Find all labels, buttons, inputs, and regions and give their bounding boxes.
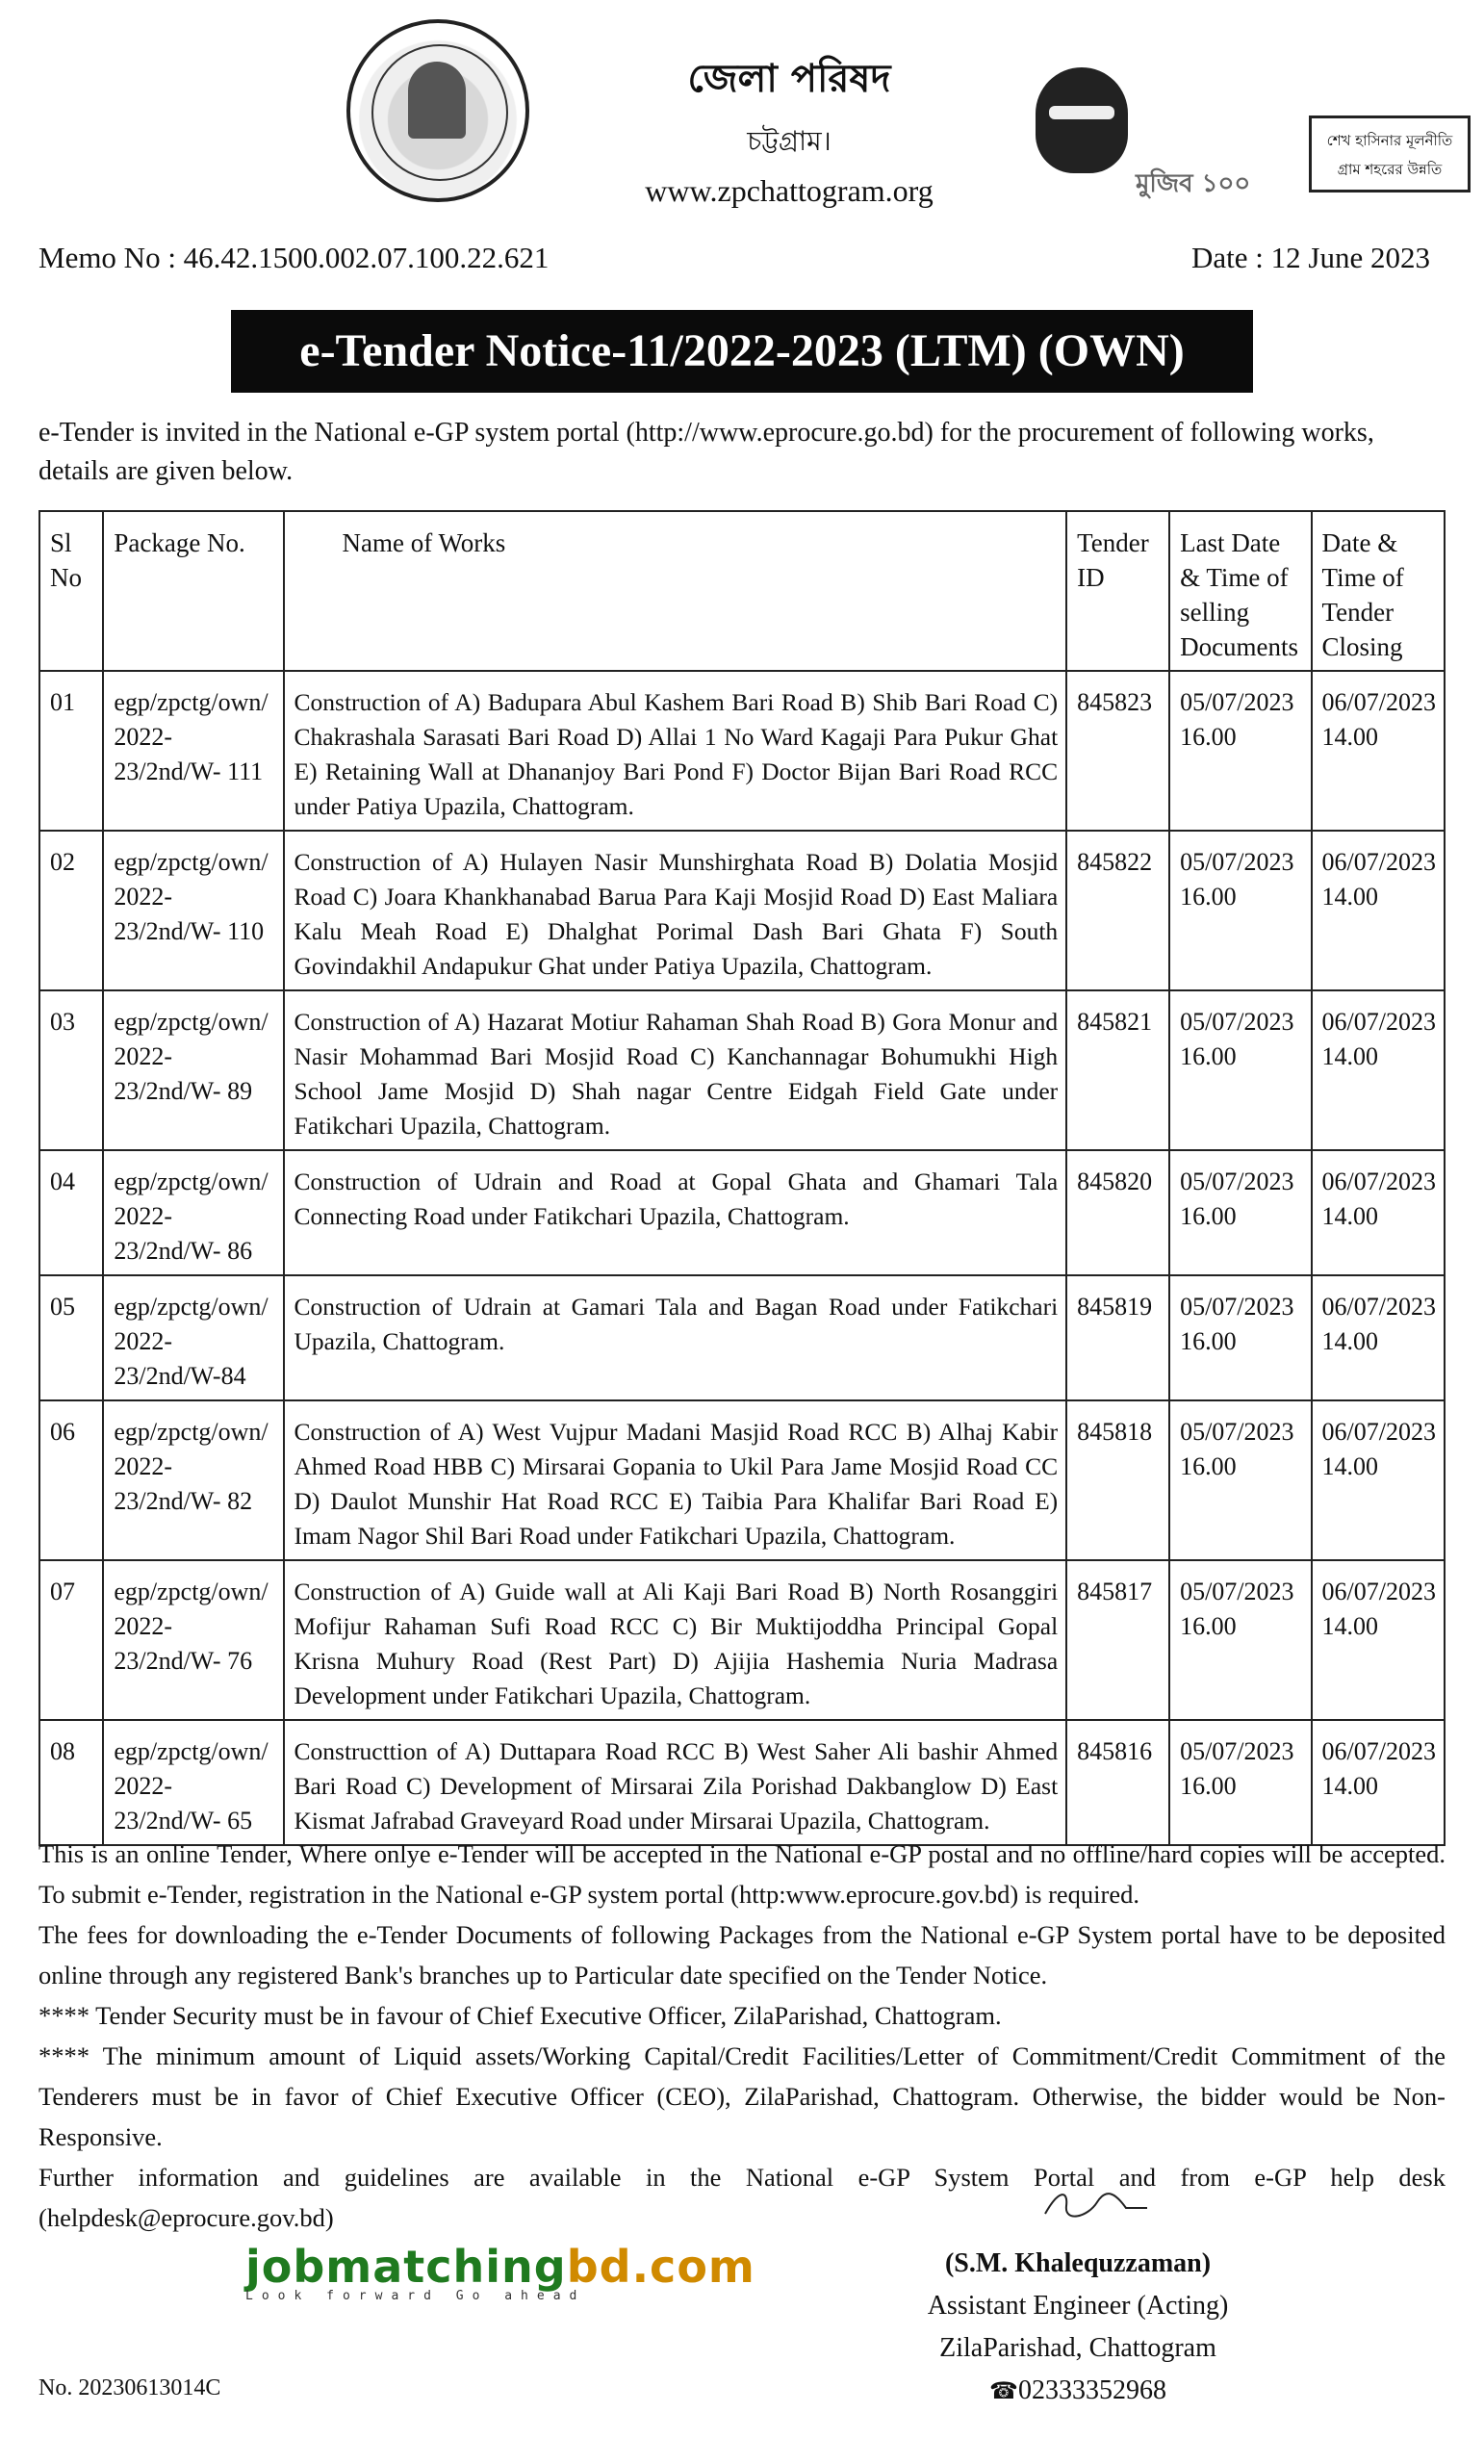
row-tender-id: 845823 xyxy=(1066,671,1169,831)
table-row xyxy=(39,1560,1445,1720)
row-tender-id: 845817 xyxy=(1066,1560,1169,1720)
mujib-100-logo: মুজিব ১০০ xyxy=(1136,169,1251,198)
org-city: চট্টগ্রাম। xyxy=(747,125,832,157)
row-closing: 06/07/2023 14.00 xyxy=(1312,1720,1445,1845)
tender-notes xyxy=(38,1834,1446,2238)
header-package: Package No. xyxy=(103,511,283,671)
org-website: www.zpchattogram.org xyxy=(645,173,934,208)
row-last-date: 05/07/2023 16.00 xyxy=(1169,671,1311,831)
row-package: egp/zpctg/own/ 2022-23/2nd/W-84 xyxy=(103,1275,283,1400)
row-tender-id: 845822 xyxy=(1066,831,1169,990)
reference-number: No. 20230613014C xyxy=(38,2375,221,2400)
row-package: egp/zpctg/own/ 2022-23/2nd/W- 89 xyxy=(103,990,283,1150)
table-row xyxy=(39,671,1445,831)
note-fees: The fees for downloading the e-Tender Documents of following Packages from the National e-GP System portal have to be deposited online through any registered Bank's branches up to Particular date specified on the Tender Notice. xyxy=(38,1920,1446,1989)
row-closing: 06/07/2023 14.00 xyxy=(1312,1275,1445,1400)
row-closing: 06/07/2023 14.00 xyxy=(1312,1150,1445,1275)
brand-tagline: Look forward Go ahead xyxy=(245,2289,586,2303)
org-name: জেলা পরিষদ xyxy=(687,57,891,101)
motto-box xyxy=(1309,116,1471,192)
row-sl: 06 xyxy=(39,1400,103,1560)
row-closing: 06/07/2023 14.00 xyxy=(1312,671,1445,831)
row-package: egp/zpctg/own/ 2022-23/2nd/W- 76 xyxy=(103,1560,283,1720)
row-sl: 07 xyxy=(39,1560,103,1720)
row-last-date: 05/07/2023 16.00 xyxy=(1169,1400,1311,1560)
row-closing: 06/07/2023 14.00 xyxy=(1312,1560,1445,1720)
row-works: Construction of A) Hazarat Motiur Rahaman Shah Road B) Gora Monur and Nasir Mohammad Bari Mosjid Road C) Kanchannagar Bohumukhi High School Jame Mosjid D) Shah nagar Centre Eidgah Field Gate under Fatikchari Upazila, Chattogram. xyxy=(284,990,1067,1150)
note-further-info: Further information and guidelines are available in the National e-GP System Portal and from e-GP help desk (helpdesk@eprocure.gov.bd) xyxy=(38,2163,1446,2232)
row-last-date: 05/07/2023 16.00 xyxy=(1169,1560,1311,1720)
table-row xyxy=(39,1400,1445,1560)
row-sl: 03 xyxy=(39,990,103,1150)
row-last-date: 05/07/2023 16.00 xyxy=(1169,831,1311,990)
signatory-office: ZilaParishad, Chattogram xyxy=(939,2333,1216,2363)
row-last-date: 05/07/2023 16.00 xyxy=(1169,1150,1311,1275)
row-tender-id: 845819 xyxy=(1066,1275,1169,1400)
signatory-phone-line xyxy=(885,2370,1270,2412)
table-row xyxy=(39,1720,1445,1845)
header-tender-id: Tender ID xyxy=(1066,511,1169,671)
row-sl: 08 xyxy=(39,1720,103,1845)
header-closing: Date & Time of Tender Closing xyxy=(1312,511,1445,671)
table-row xyxy=(39,831,1445,990)
row-package: egp/zpctg/own/ 2022-23/2nd/W- 110 xyxy=(103,831,283,990)
row-package: egp/zpctg/own/ 2022-23/2nd/W- 65 xyxy=(103,1720,283,1845)
memo-number: Memo No : 46.42.1500.002.07.100.22.621 xyxy=(38,241,550,274)
motto-line-2: গ্রাম শহরের উন্নতি xyxy=(1337,161,1443,178)
row-tender-id: 845818 xyxy=(1066,1400,1169,1560)
row-closing: 06/07/2023 14.00 xyxy=(1312,831,1445,990)
row-works: Construction of A) Badupara Abul Kashem Bari Road B) Shib Bari Road C) Chakrashala Sarasati Bari Road D) Allai 1 No Ward Kagaji Para Pukur Ghat E) Retaining Wall at Dhananjoy Bari Pond F) Doctor Bijan Bari Road RCC under Patiya Upazila, Chattogram. xyxy=(284,671,1067,831)
phone-icon: ☎ xyxy=(989,2377,1018,2404)
row-sl: 01 xyxy=(39,671,103,831)
row-tender-id: 845821 xyxy=(1066,990,1169,1150)
table-row xyxy=(39,1275,1445,1400)
row-last-date: 05/07/2023 16.00 xyxy=(1169,1720,1311,1845)
row-closing: 06/07/2023 14.00 xyxy=(1312,1400,1445,1560)
zila-parishad-logo xyxy=(346,19,529,202)
signatory-block xyxy=(885,2243,1270,2412)
row-sl: 04 xyxy=(39,1150,103,1275)
row-package: egp/zpctg/own/ 2022-23/2nd/W- 86 xyxy=(103,1150,283,1275)
jobmatchingbd-watermark xyxy=(245,2241,765,2303)
brand-part-1: jobmatching xyxy=(245,2241,567,2293)
row-sl: 05 xyxy=(39,1275,103,1400)
notice-date: Date : 12 June 2023 xyxy=(1191,241,1430,274)
handwritten-signature xyxy=(1039,2185,1155,2223)
row-sl: 02 xyxy=(39,831,103,990)
signatory-designation: Assistant Engineer (Acting) xyxy=(927,2291,1229,2321)
row-package: egp/zpctg/own/ 2022-23/2nd/W- 111 xyxy=(103,671,283,831)
row-works: Constructtion of A) Duttapara Road RCC B) West Saher Ali bashir Ahmed Bari Road C) Development of Mirsarai Zila Porishad Dakbanglow D) East Kismat Jafrabad Graveyard Road under Mirsarai Upazila, Chattogram. xyxy=(284,1720,1067,1845)
organization-block xyxy=(587,48,991,209)
intro-text: e-Tender is invited in the National e-GP system portal (http://www.eprocure.go.bd) for the procurement of following works, details are given below. xyxy=(38,418,1374,486)
note-tender-security: **** Tender Security must be in favour of Chief Executive Officer, ZilaParishad, Chattogram. xyxy=(38,2001,1002,2030)
letterhead xyxy=(38,19,1453,221)
note-online-tender: This is an online Tender, Where onlye e-Tender will be accepted in the National e-GP postal and no offline/hard copies will be accepted. To submit e-Tender, registration in the National e-GP system portal (http:www.eprocure.gov.bd) is required. xyxy=(38,1839,1446,1909)
note-liquid-assets: **** The minimum amount of Liquid assets/Working Capital/Credit Facilities/Letter of Commitment/Credit Commitment of the Tenderers must be in favor of Chief Executive Officer (CEO), ZilaParishad, Chattogram. Otherwise, the bidder would be Non-Responsive. xyxy=(38,2041,1446,2151)
notice-title: e-Tender Notice-11/2022-2023 (LTM) (OWN) xyxy=(231,310,1253,393)
row-works: Construction of A) Hulayen Nasir Munshirghata Road B) Dolatia Mosjid Road C) Joara Khankhanabad Barua Para Kaji Mosjid Road D) East Maliara Kalu Meah Road E) Dhalghat Porimal Dash Bari Ghata F) South Govindakhil Andapukur Ghat under Patiya Upazila, Chattogram. xyxy=(284,831,1067,990)
table-header-row xyxy=(39,511,1445,671)
header-sl: Sl No xyxy=(39,511,103,671)
row-package: egp/zpctg/own/ 2022-23/2nd/W- 82 xyxy=(103,1400,283,1560)
tender-table xyxy=(38,510,1446,1846)
table-row xyxy=(39,1150,1445,1275)
signatory-phone: 02333352968 xyxy=(1017,2375,1166,2405)
signatory-name: (S.M. Khalequzzaman) xyxy=(944,2248,1212,2278)
row-tender-id: 845816 xyxy=(1066,1720,1169,1845)
header-last-date: Last Date & Time of selling Documents xyxy=(1169,511,1311,671)
row-works: Construction of Udrain at Gamari Tala and Bagan Road under Fatikchari Upazila, Chattogram. xyxy=(284,1275,1067,1400)
row-works: Construction of A) Guide wall at Ali Kaji Bari Road B) North Rosanggiri Mofijur Rahaman Sufi Road RCC C) Bir Muktijoddha Principal Gopal Krisna Muhury Road (Rest Part) D) Ajijia Hashemia Nuria Madrasa Development under Fatikchari Upazila, Chattogram. xyxy=(284,1560,1067,1720)
row-last-date: 05/07/2023 16.00 xyxy=(1169,1275,1311,1400)
row-tender-id: 845820 xyxy=(1066,1150,1169,1275)
row-last-date: 05/07/2023 16.00 xyxy=(1169,990,1311,1150)
row-works: Construction of Udrain and Road at Gopal Ghata and Ghamari Tala Connecting Road under Fatikchari Upazila, Chattogram. xyxy=(284,1150,1067,1275)
brand-part-2: bd.com xyxy=(566,2241,755,2293)
header-works: Name of Works xyxy=(284,511,1067,671)
motto-line-1: শেখ হাসিনার মূলনীতি xyxy=(1326,132,1453,149)
row-works: Construction of A) West Vujpur Madani Masjid Road RCC B) Alhaj Kabir Ahmed Road HBB C) Mirsarai Gopania to Ukil Para Jame Mosjid Road CC D) Daulot Munshir Hat Road RCC E) Taibia Para Khalifar Bari Road E) Imam Nagor Shil Bari Road under Fatikchari Upazila, Chattogram. xyxy=(284,1400,1067,1560)
table-row xyxy=(39,990,1445,1150)
row-closing: 06/07/2023 14.00 xyxy=(1312,990,1445,1150)
